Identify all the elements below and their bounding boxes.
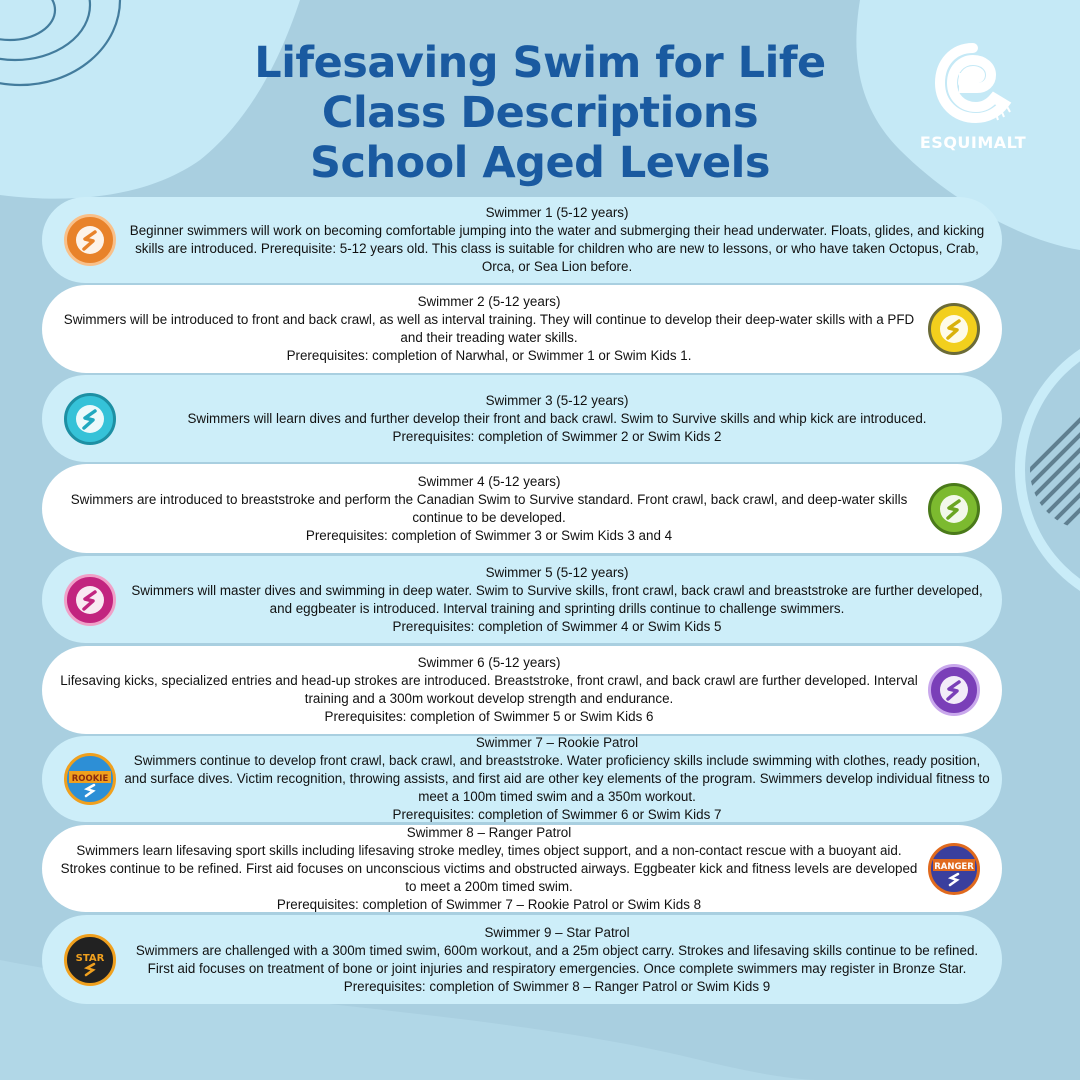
level-prerequisites: Prerequisites: completion of Swimmer 7 – Rookie Patrol or Swim Kids 8 <box>276 896 702 912</box>
swimmer-3-badge-icon <box>64 393 116 445</box>
level-description: Swimmers will be introduced to front and back crawl, as well as interval training. They will continue to develop their deep-water skills with a PFD and their treading water skills. <box>63 312 915 345</box>
level-description: Swimmers will learn dives and further develop their front and back crawl. Swim to Survive skills and whip kick are introduced. <box>187 410 927 426</box>
level-heading: Swimmer 3 (5-12 years) <box>485 392 629 408</box>
level-prerequisites: Prerequisites: completion of Swimmer 5 or Swim Kids 6 <box>324 709 654 724</box>
level-heading: Swimmer 1 (5-12 years) <box>485 205 629 220</box>
level-card-swimmer-1 <box>42 197 1002 283</box>
level-heading: Swimmer 7 – Rookie Patrol <box>475 735 639 750</box>
svg-text:RANGER: RANGER <box>934 861 974 872</box>
swimmer-4-badge-icon <box>928 483 980 535</box>
level-description: Swimmers learn lifesaving sport skills including lifesaving stroke medley, times object support, and a non-contact rescue with a buoyant aid. Strokes continue to be refined. First aid focuses on unconscious victims and obstructed airways. Eggbeater kick and fitness levels are developed to meet a 200m timed swim. <box>60 842 918 894</box>
svg-text:STAR: STAR <box>75 952 105 964</box>
level-prerequisites: Prerequisites: completion of Swimmer 6 or Swim Kids 7 <box>392 807 722 822</box>
level-description: Swimmers will master dives and swimming in deep water. Swim to Survive skills, front crawl, back crawl and breaststroke are further developed, and eggbeater is introduced. Interval training and sprinting drills continue to challenge swimmers. <box>131 582 983 616</box>
level-description: Lifesaving kicks, specialized entries and head-up strokes are introduced. Breaststroke, front crawl, and back crawl are further developed. Interval training and a 300m workout develop strength and endurance. <box>60 673 918 706</box>
title-line-1: Lifesaving Swim for Life <box>254 38 826 88</box>
swimmer-1-badge-icon <box>64 214 116 266</box>
level-card-swimmer-5 <box>42 556 1002 643</box>
esquimalt-logo <box>918 38 1028 152</box>
level-prerequisites: Prerequisites: completion of Swimmer 4 or Swim Kids 5 <box>392 618 722 634</box>
level-prerequisites: Prerequisites: completion of Swimmer 3 or Swim Kids 3 and 4 <box>305 527 673 543</box>
level-heading: Swimmer 9 – Star Patrol <box>484 924 630 940</box>
level-card-swimmer-3 <box>42 375 1002 462</box>
level-description: Swimmers are introduced to breaststroke and perform the Canadian Swim to Survive standard. Front crawl, back crawl, and deep-water skills continue to be developed. <box>70 491 908 525</box>
level-card-swimmer-6 <box>42 646 1002 734</box>
level-heading: Swimmer 6 (5-12 years) <box>417 655 561 670</box>
level-card-swimmer-2 <box>42 285 1002 373</box>
level-heading: Swimmer 2 (5-12 years) <box>417 294 561 309</box>
level-description: Beginner swimmers will work on becoming comfortable jumping into the water and submerging their head underwater. Floats, glides, and kicking skills are introduced. Prerequisite: 5-12 years old. This class is suitable for children who are new to lessons, or who have taken Octopus, Crab, Orca, or Sea Lion before. <box>129 223 985 274</box>
logo-text: ESQUIMALT <box>919 133 1027 152</box>
rookie-patrol-badge-icon <box>64 753 116 805</box>
level-heading: Swimmer 5 (5-12 years) <box>485 564 629 580</box>
swimmer-2-badge-icon <box>928 303 980 355</box>
level-card-swimmer-4 <box>42 464 1002 553</box>
level-prerequisites: Prerequisites: completion of Swimmer 2 or Swim Kids 2 <box>392 428 722 444</box>
level-description: Swimmers continue to develop front crawl, back crawl, and breaststroke. Water proficiency skills include swimming with clothes, ready position, and surface dives. Victim recognition, throwing assists, and first aid are other key elements of the program. Swimmers develop individual fitness to meet a 100m timed swim and a 350m workout. <box>124 753 990 804</box>
level-card-swimmer-8 <box>42 825 1002 912</box>
title-line-2: Class Descriptions <box>321 88 759 138</box>
svg-text:ROOKIE: ROOKIE <box>71 774 109 784</box>
level-heading: Swimmer 4 (5-12 years) <box>417 473 561 489</box>
swimmer-6-badge-icon <box>928 664 980 716</box>
level-heading: Swimmer 8 – Ranger Patrol <box>406 824 572 840</box>
level-prerequisites: Prerequisites: completion of Narwhal, or Swimmer 1 or Swim Kids 1. <box>286 348 692 363</box>
title-line-3: School Aged Levels <box>310 138 770 188</box>
ranger-patrol-badge-icon <box>928 843 980 895</box>
level-card-swimmer-7 <box>42 736 1002 822</box>
star-patrol-badge-icon <box>64 934 116 986</box>
swimmer-5-badge-icon <box>64 574 116 626</box>
level-description: Swimmers are challenged with a 300m timed swim, 600m workout, and a 25m object carry. Strokes and lifesaving skills continue to be refined. First aid focuses on treatment of bone or joint injuries and respiratory emergencies. Once complete swimmers may register in Bronze Star. Prerequisites: completion of Swimmer 8 – Ranger Patrol or Swim Kids 9 <box>135 942 979 994</box>
esquimalt-wave-e-logo-icon <box>928 38 1018 128</box>
level-card-swimmer-9 <box>42 915 1002 1004</box>
